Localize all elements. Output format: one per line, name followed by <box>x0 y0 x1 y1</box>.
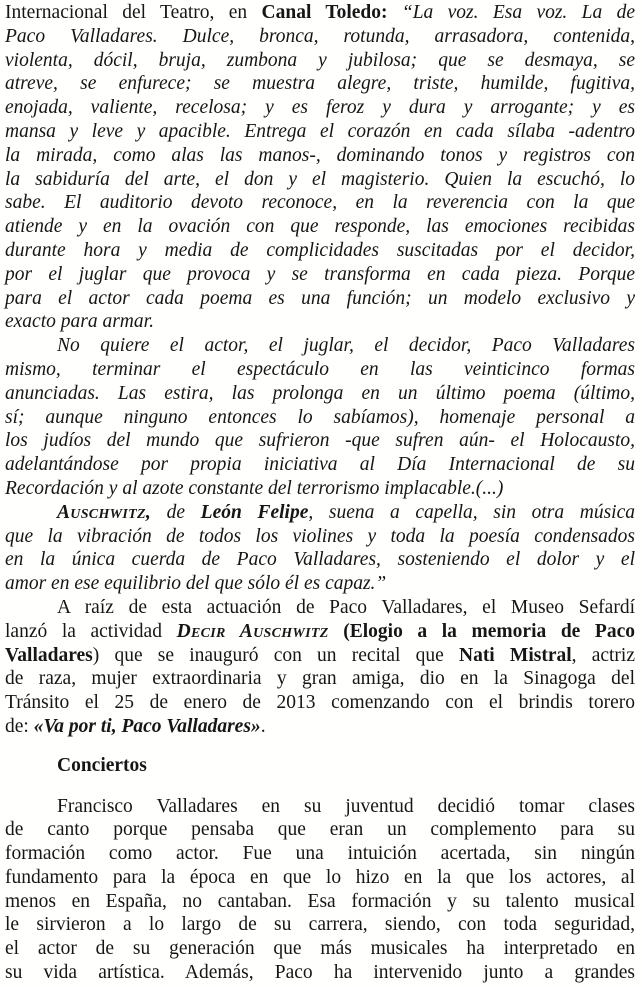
text-line <box>5 501 635 525</box>
section-heading <box>5 754 635 778</box>
text-segment-regular: Tránsito el 25 de enero de 2013 comenzando con el brindis torero <box>5 692 635 714</box>
text-line <box>5 49 635 73</box>
text-segment-italic: , suena a capella, sin otra música <box>308 501 635 523</box>
text-segment-regular: de: <box>5 715 34 737</box>
text-segment-italic: que la vibración de todos los violines y toda la poesía condensados <box>5 525 635 547</box>
paragraph <box>5 795 635 985</box>
text-line <box>5 890 635 914</box>
text-segment-smallcaps: Decir Auschwitz <box>176 620 329 642</box>
text-line <box>5 818 635 842</box>
text-segment-bold-italic: León Felipe <box>200 501 309 523</box>
text-line <box>5 866 635 890</box>
text-segment-italic: atiende y en la ovación con que responde, las emociones recibidas <box>5 216 635 238</box>
text-line <box>5 120 635 144</box>
text-segment-italic: “La voz. Esa voz. La de <box>401 2 635 23</box>
text-segment-italic: No quiere el actor, el juglar, el decidor, Paco Valladares <box>57 335 635 357</box>
text-segment-italic: los judíos del mundo que sufrieron -que sufren aún- el Holocausto, <box>5 430 635 452</box>
text-segment-bold: Valladares <box>5 644 93 666</box>
text-segment-italic: Recordación y al azote constante del terrorismo implacable.(...) <box>5 477 504 499</box>
text-segment-italic: para el actor cada poema es una función; un modelo exclusivo y <box>5 287 635 309</box>
text-segment-bold: (Elogio a la memoria de Paco <box>343 620 636 642</box>
text-line <box>5 691 635 715</box>
text-segment-italic: atreve, se enfurece; se muestra alegre, triste, humilde, fugitiva, <box>5 73 635 95</box>
text-segment-regular <box>329 621 344 642</box>
text-line <box>5 548 635 572</box>
text-line <box>5 572 635 596</box>
text-segment-bold-italic: «Va por ti, Paco Valladares» <box>33 715 261 737</box>
text-segment-italic: anunciadas. Las estira, las prolonga en un último poema (último, <box>5 382 635 404</box>
text-segment-regular: su vida artística. Además, Paco ha intervenido junto a grandes <box>5 962 635 984</box>
text-segment-italic: de <box>151 501 201 523</box>
paragraph <box>5 334 635 501</box>
text-segment-regular <box>387 2 401 23</box>
text-segment-regular: lanzó la actividad <box>5 620 177 642</box>
text-segment-italic: amor en ese equilibrio del que sólo él es capaz.” <box>5 573 387 595</box>
document-text <box>5 1 635 985</box>
text-segment-regular: ) que se inauguró con un recital que <box>92 644 459 666</box>
text-line <box>5 168 635 192</box>
text-line <box>5 144 635 168</box>
text-line <box>5 358 635 382</box>
text-segment-italic: en la única cuerda de Paco Valladares, sosteniendo el dolor y el <box>5 549 635 571</box>
text-line <box>5 644 635 668</box>
text-segment-regular: , actriz <box>571 644 635 666</box>
text-line <box>5 961 635 985</box>
text-line <box>5 937 635 961</box>
text-segment-regular: formación como actor. Fue una intuición acertada, sin ningún <box>5 843 635 865</box>
text-segment-regular: A raíz de esta actuación de Paco Valladares, el Museo Sefardí <box>57 596 635 618</box>
text-line <box>5 620 635 644</box>
text-line <box>5 913 635 937</box>
text-segment-italic: sí; aunque ninguno entonces lo sabíamos), homenaje personal a <box>5 406 635 428</box>
text-line <box>5 239 635 263</box>
text-line <box>5 263 635 287</box>
text-segment-italic: la mirada, como alas las manos-, dominando tonos y registros con <box>5 144 635 166</box>
paragraph <box>5 501 635 596</box>
text-line <box>5 429 635 453</box>
text-segment-bold: Canal Toledo: <box>261 2 388 23</box>
text-segment-regular: Internacional del Teatro, en <box>5 2 262 23</box>
text-segment-italic: Paco Valladares. Dulce, bronca, rotunda, arrasadora, contenida, <box>5 25 635 47</box>
text-line <box>5 596 635 620</box>
text-line <box>5 334 635 358</box>
heading-line <box>5 754 635 778</box>
text-segment-smallcaps: Auschwitz, <box>57 501 152 523</box>
text-segment-regular: le sirvieron a lo largo de su carrera, siendo, con toda seguridad, <box>5 914 635 936</box>
text-segment-regular: el actor de su generación que más musicales ha interpretado en <box>5 938 635 960</box>
text-line <box>5 795 635 819</box>
text-segment-italic: exacto para armar. <box>5 311 154 333</box>
text-segment-italic: sabe. El auditorio devoto reconoce, en la reverencia con la que <box>5 192 635 214</box>
text-segment-italic: durante hora y media de complicidades suscitadas por el decidor, <box>5 239 635 261</box>
text-segment-italic: enojada, valiente, recelosa; y es feroz y dura y arrogante; y es <box>5 97 635 119</box>
text-segment-regular: fundamento para la época en que lo hizo en la que los actores, al <box>5 866 635 888</box>
text-line <box>5 667 635 691</box>
text-segment-italic: violenta, dócil, bruja, zumbona y jubilosa; que se desmaya, se <box>5 49 635 71</box>
text-segment-italic: la sabiduría del arte, el don y el magisterio. Quien la escuchó, lo <box>5 168 635 190</box>
text-segment-regular: de canto porque pensaba que eran un complemento para su <box>5 819 635 841</box>
text-line <box>5 406 635 430</box>
text-segment-bold: Nati Mistral <box>458 644 572 666</box>
text-segment-italic: adelantándose por propia iniciativa al Día Internacional de su <box>5 454 635 476</box>
paragraph <box>5 1 635 334</box>
text-segment-regular: menos en España, no cantaban. Esa formación y su talento musical <box>5 890 635 912</box>
text-line <box>5 842 635 866</box>
text-line <box>5 310 635 334</box>
text-line <box>5 382 635 406</box>
text-line <box>5 72 635 96</box>
text-segment-italic: mismo, terminar el espectáculo en las veinticinco formas <box>5 358 635 380</box>
text-line <box>5 191 635 215</box>
text-line <box>5 477 635 501</box>
paragraph <box>5 596 635 739</box>
text-segment-bold: Conciertos <box>57 754 147 776</box>
text-line <box>5 215 635 239</box>
text-segment-regular: de raza, mujer extraordinaria y gran amiga, dio en la Sinagoga del <box>5 668 635 690</box>
text-segment-regular: . <box>260 715 266 737</box>
text-line <box>5 287 635 311</box>
text-line <box>5 96 635 120</box>
text-line <box>5 1 635 25</box>
text-line <box>5 25 635 49</box>
text-segment-italic: mansa y leve y apacible. Entrega el corazón en cada sílaba -adentro <box>5 120 635 142</box>
text-line <box>5 453 635 477</box>
text-line <box>5 525 635 549</box>
text-segment-italic: por el juglar que provoca y se transforma en cada pieza. Porque <box>5 263 635 285</box>
text-segment-regular: Francisco Valladares en su juventud decidió tomar clases <box>57 795 635 817</box>
text-line <box>5 715 635 739</box>
